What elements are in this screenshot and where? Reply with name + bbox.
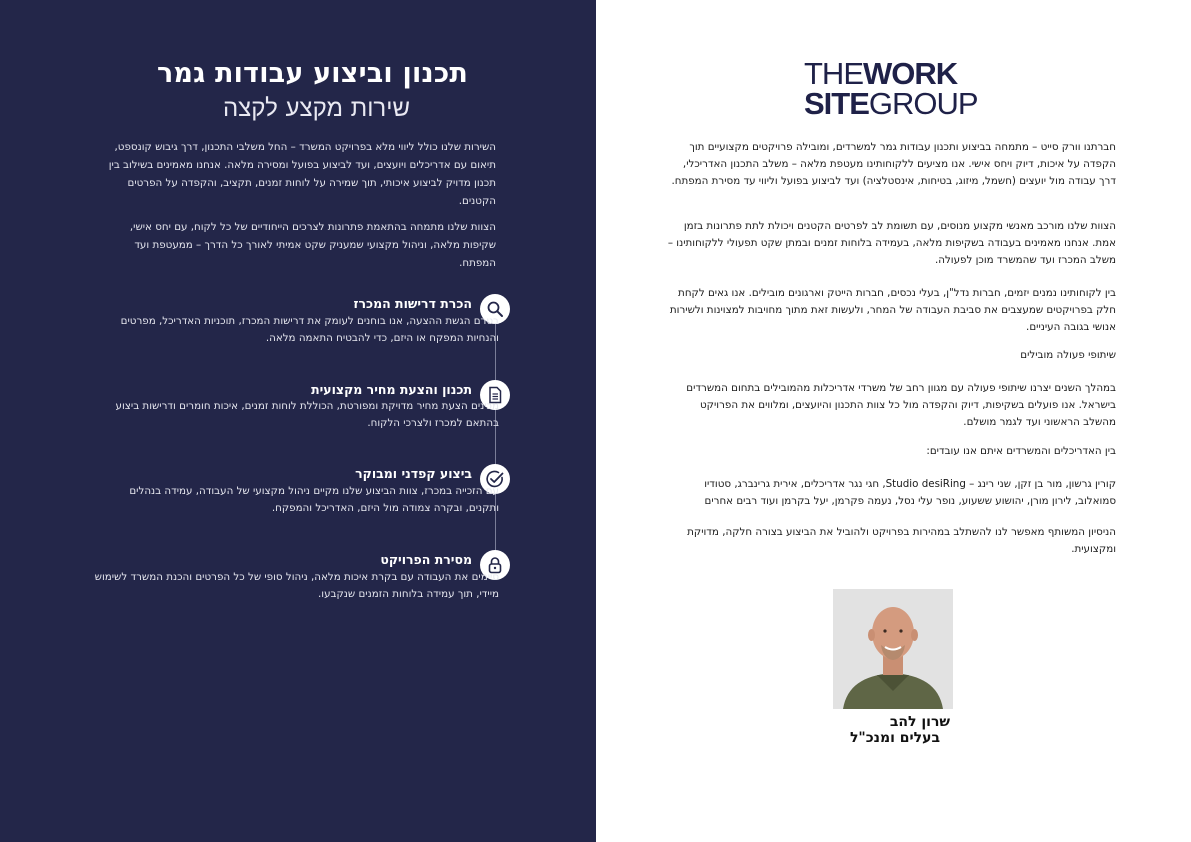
collab-heading: שיתופי פעולה מובילים (1020, 349, 1116, 361)
step-text-execution: עם הזכייה במכרז, צוות הביצוע שלנו מקיים ניהול מקצועי של העבודה, עמידה בנהלים ותקנים, ובקרה צמודה מול היזם, האדריכל והמפקח. (129, 485, 499, 514)
ceo-name: שרון להב (889, 714, 950, 730)
step-title-pricing: תכנון והצעת מחיר מקצועית (311, 382, 472, 397)
step-text-tender-requirements: בטרם הגשת ההצעה, אנו בוחנים לעומק את דרישות המכרז, תוכניות האדריכל, מפרטים והנחיות המפקח או היזם, כדי להבטיח התאמה מלאה. (120, 315, 499, 344)
about-paragraph-4: במהלך השנים יצרנו שיתופי פעולה עם מגוון רחב של משרדי אדריכלות מהמובילים בתחום המשרדים בישראל. אנו פועלים בשקיפות, דיוק והקפדה מול כל צוות התכנון והיועצים, ומלווים את הפרויקט מהשלב הראשוני ועד לגמר מושלם. (686, 382, 1116, 428)
step-title-tender-requirements: הכרת דרישות המכרז (353, 296, 472, 311)
company-logo (804, 56, 984, 121)
intro-paragraph-2: הצוות שלנו מתמחה בהתאמת פתרונות לצרכים הייחודיים של כל לקוח, עם יחס אישי, שקיפות מלאה, וניהול מקצועי שמעניק שקט אמיתי לאורך כל הדרך – ממעטפת ועד המפתח. (129, 221, 496, 269)
ceo-photo (833, 589, 953, 709)
page-subtitle: שירות מקצע לקצה (222, 94, 410, 122)
page-title: תכנון וביצוע עבודות גמר (156, 58, 468, 89)
logo-site: SITE (804, 86, 869, 121)
about-paragraph-1: חברתנו וורק סייט – מתמחה בביצוע ותכנון עבודות גמר למשרדים, ומובילה פרויקטים מקצועיים תוך הקפדה על איכות, דיוק ויחס אישי. אנו מציעים ללקוחותינו מעטפת מלאה – משלב התכנון האדריכלי, דרך עבודה מול יועצים (חשמל, מיזוג, בטיחות, אינסטלציה) ועד לביצוע בפועל וליווי עד מסירת המפתח. (671, 141, 1116, 187)
about-paragraph-2: הצוות שלנו מורכב מאנשי מקצוע מנוסים, עם תשומת לב לפרטים הקטנים ויכולת לתת פתרונות בזמן אמת. אנחנו מאמינים בעבודה בשקיפות מלאה, בעמידה בלוחות זמנים ובמתן שקט תפעולי ללקוחותינו – משלב המכרז ועד שהמשרד מוכן לפעולה. (667, 220, 1116, 266)
right-page (596, 0, 1191, 842)
step-text-pricing: מכינים הצעת מחיר מדויקת ומפורטת, הכוללת לוחות זמנים, איכות חומרים ודרישות ביצוע בהתאם למכרז ולצרכי הלקוח. (115, 400, 499, 429)
step-text-handover: סיימים את העבודה עם בקרת איכות מלאה, ניהול סופי של כל הפרטים והכנת המשרד לשימוש מיידי, תוך עמידה בלוחות הזמנים שנקבעו. (94, 571, 499, 600)
logo-group: GROUP (868, 86, 978, 121)
architects-list: קורין גרשון, מור בן זקן, שני רינג – Studio desiRing, חגי נגר אדריכלים, אירית גרינברג, סטודיו סמואלוב, לירון מורן, יהושוע ששעוע, נופר עלי נסל, נעמה פקרמן, יעל בקרמן ועוד רבים אחרים (704, 478, 1116, 507)
logo-work: WORK (863, 56, 958, 91)
closing-paragraph: הניסיון המשותף מאפשר לנו להשתלב במהירות בפרויקט ולהוביל את הביצוע בצורה חלקה, מדויקת ומקצועית. (687, 526, 1116, 555)
logo-the: THE (804, 56, 863, 91)
step-title-handover: מסירת הפרויקט (380, 552, 472, 567)
about-paragraph-3: בין לקוחותינו נמנים יזמים, חברות נדל"ן, בעלי נכסים, חברות הייטק וארגונים מובילים. אנו גאים לקחת חלק בפרויקטים שמעצבים את סביבת העבודה של המחר, ולעשות זאת מתוך מחויבות למצוינות ולשירות אנושי בגובה העיניים. (669, 287, 1116, 333)
ceo-role: בעלים ומנכ"ל (849, 730, 940, 746)
intro-paragraph-1: השירות שלנו כולל ליווי מלא בפרויקט המשרד – החל משלבי התכנון, דרך גיבוש קונספט, תיאום עם אדריכלים ויועצים, ועד לביצוע בפועל ומסירה מלאה. אנחנו מאמינים בשילוב בין תכנון מדויק לביצוע איכותי, תוך שמירה על לוחות זמנים, תקציב, והקפדה על הפרטים הקטנים. (108, 141, 496, 207)
architects-heading: בין האדריכלים והמשרדים איתם אנו עובדים: (926, 445, 1116, 457)
step-title-execution: ביצוע קפדני ומבוקר (355, 466, 472, 481)
